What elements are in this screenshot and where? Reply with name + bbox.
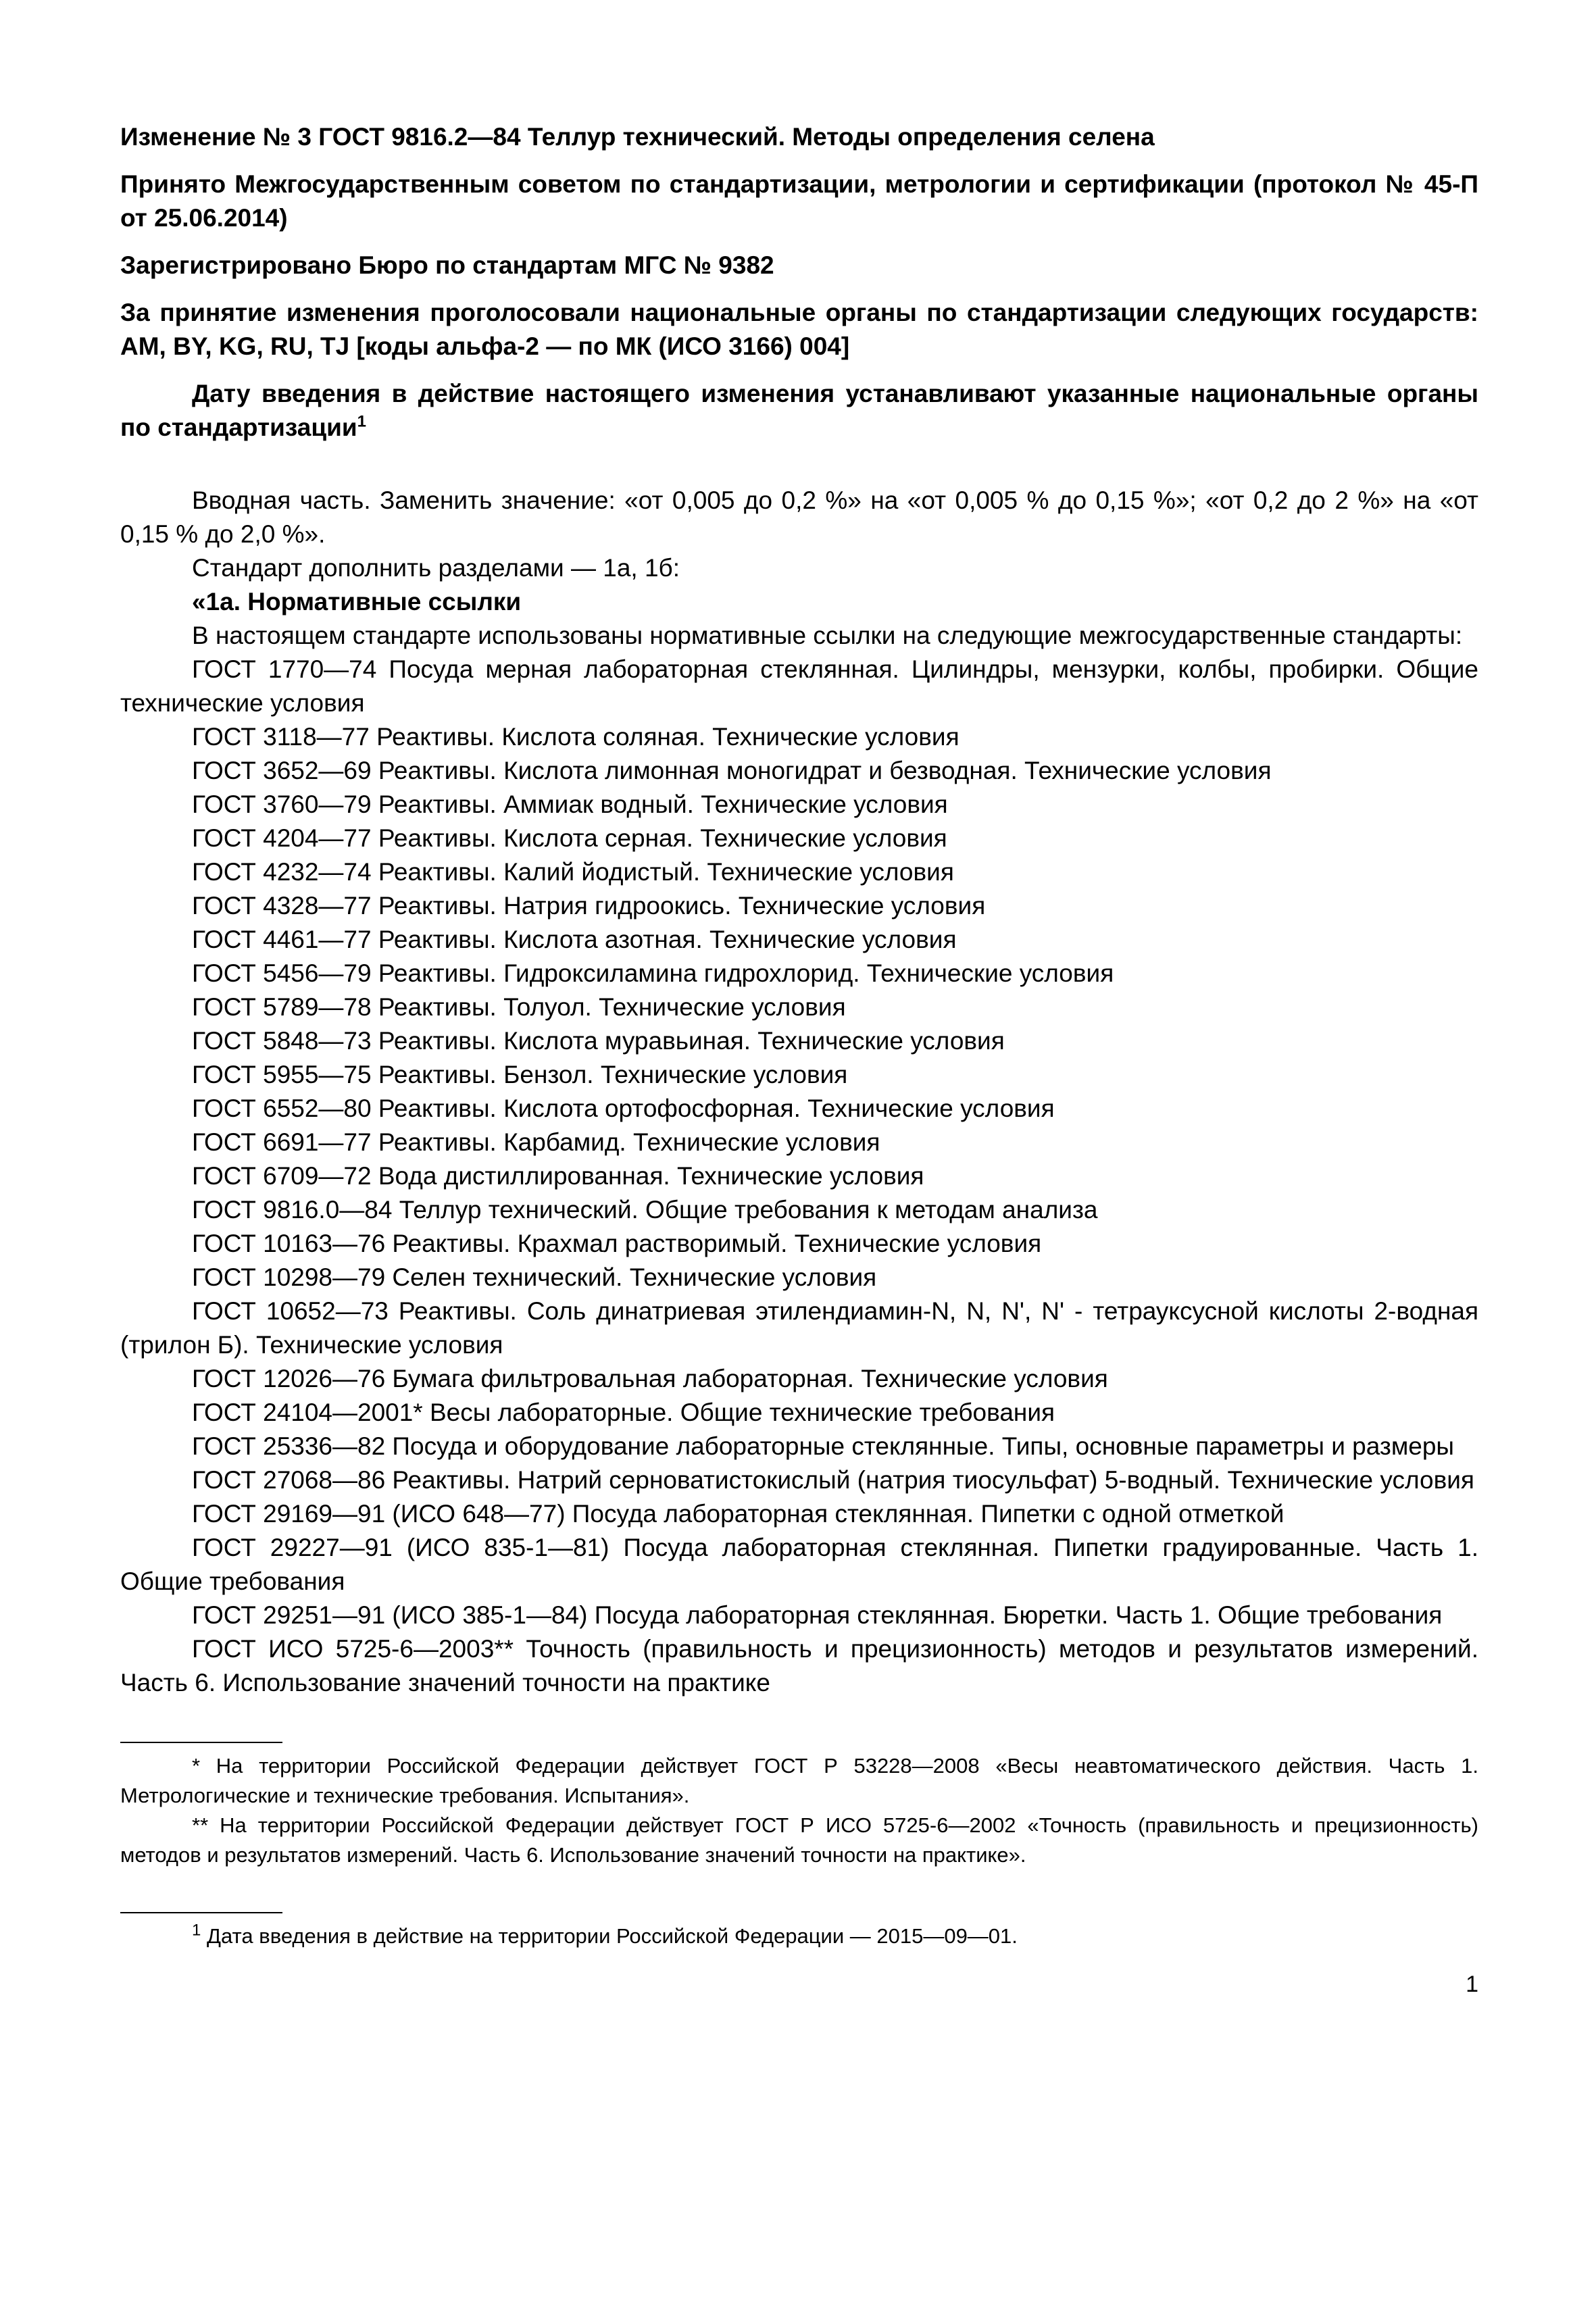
document-page: [120, 120, 1478, 2005]
page-footer: [120, 1951, 1478, 2005]
page-number: 1: [1466, 1971, 1478, 1997]
voting-statement: За принятие изменения проголосовали национальные органы по стандартизации следующих государств: AM, BY, KG, RU, TJ [коды альфа-2 — по МК (ИСО 3166) 004]: [120, 299, 1478, 360]
footnote-star-1: * На территории Российской Федерации действует ГОСТ Р 53228—2008 «Весы неавтоматического действия. Часть 1. Метрологические и технические требования. Испытания».: [120, 1754, 1478, 1807]
reference-item: ГОСТ 6709—72 Вода дистиллированная. Технические условия: [192, 1162, 924, 1190]
reference-list: [120, 653, 1478, 1700]
section-intro: В настоящем стандарте использованы нормативные ссылки на следующие межгосударственные стандарты:: [192, 622, 1463, 649]
footnote-divider: [120, 1742, 282, 1743]
footnote-star-2: ** На территории Российской Федерации действует ГОСТ Р ИСО 5725-6—2002 «Точность (правильность и прецизионность) методов и результатов измерений. Часть 6. Использование значений точности на практике».: [120, 1813, 1478, 1867]
reference-item: ГОСТ 5456—79 Реактивы. Гидроксиламина гидрохлорид. Технические условия: [192, 959, 1114, 987]
footnote-divider-2: [120, 1912, 282, 1913]
reference-item: ГОСТ 3652—69 Реактивы. Кислота лимонная моногидрат и безводная. Технические условия: [192, 757, 1272, 784]
reference-item: ГОСТ 12026—76 Бумага фильтровальная лабораторная. Технические условия: [192, 1365, 1108, 1392]
reference-item: ГОСТ 4461—77 Реактивы. Кислота азотная. Технические условия: [192, 926, 957, 953]
reference-item: ГОСТ ИСО 5725-6—2003** Точность (правильность и прецизионность) методов и результатов измерений. Часть 6. Использование значений точности на практике: [120, 1635, 1478, 1696]
effective-date-statement: [120, 377, 1478, 445]
section-title: «1а. Нормативные ссылки: [192, 588, 522, 615]
reference-item: ГОСТ 5955—75 Реактивы. Бензол. Технические условия: [192, 1061, 848, 1088]
reference-item: ГОСТ 4232—74 Реактивы. Калий йодистый. Технические условия: [192, 858, 954, 886]
footnote-numbered-1: [120, 1921, 1478, 1951]
supplement-paragraph: Стандарт дополнить разделами — 1а, 1б:: [192, 554, 680, 582]
reference-item: ГОСТ 3760—79 Реактивы. Аммиак водный. Технические условия: [192, 790, 948, 818]
reference-item: ГОСТ 27068—86 Реактивы. Натрий серноватистокислый (натрия тиосульфат) 5-водный. Технические условия: [192, 1466, 1474, 1494]
footnote-numbered-text: Дата введения в действие на территории Российской Федерации — 2015—09—01.: [201, 1924, 1018, 1948]
reference-item: ГОСТ 3118—77 Реактивы. Кислота соляная. Технические условия: [192, 723, 959, 751]
document-body: [120, 484, 1478, 1700]
reference-item: ГОСТ 24104—2001* Весы лабораторные. Общие технические требования: [192, 1399, 1055, 1426]
footnote-marker: 1: [357, 412, 366, 431]
reference-item: ГОСТ 29227—91 (ИСО 835-1—81) Посуда лабораторная стеклянная. Пипетки градуированные. Часть 1. Общие требования: [120, 1534, 1478, 1595]
intro-paragraph: Вводная часть. Заменить значение: «от 0,005 до 0,2 %» на «от 0,005 % до 0,15 %»; «от 0,2 до 2 %» на «от 0,15 % до 2,0 %».: [120, 486, 1478, 548]
reference-item: ГОСТ 25336—82 Посуда и оборудование лабораторные стеклянные. Типы, основные параметры и размеры: [192, 1432, 1455, 1460]
reference-item: ГОСТ 4204—77 Реактивы. Кислота серная. Технические условия: [192, 824, 947, 852]
reference-item: ГОСТ 5789—78 Реактивы. Толуол. Технические условия: [192, 993, 846, 1021]
reference-item: ГОСТ 9816.0—84 Теллур технический. Общие требования к методам анализа: [192, 1196, 1098, 1224]
reference-item: ГОСТ 4328—77 Реактивы. Натрия гидроокись. Технические условия: [192, 892, 986, 920]
adoption-statement: Принято Межгосударственным советом по стандартизации, метрологии и сертификации (протокол № 45-П от 25.06.2014): [120, 170, 1478, 232]
footnote-number: 1: [192, 1921, 201, 1940]
reference-item: ГОСТ 29251—91 (ИСО 385-1—84) Посуда лабораторная стеклянная. Бюретки. Часть 1. Общие требования: [192, 1601, 1443, 1629]
reference-item: ГОСТ 6552—80 Реактивы. Кислота ортофосфорная. Технические условия: [192, 1095, 1055, 1122]
reference-item: ГОСТ 5848—73 Реактивы. Кислота муравьиная. Технические условия: [192, 1027, 1005, 1055]
reference-item: ГОСТ 1770—74 Посуда мерная лабораторная стеклянная. Цилиндры, мензурки, колбы, пробирки. Общие технические условия: [120, 655, 1478, 717]
registration-statement: Зарегистрировано Бюро по стандартам МГС № 9382: [120, 251, 774, 279]
reference-item: ГОСТ 29169—91 (ИСО 648—77) Посуда лабораторная стеклянная. Пипетки с одной отметкой: [192, 1500, 1285, 1528]
reference-item: ГОСТ 10298—79 Селен технический. Технические условия: [192, 1263, 877, 1291]
reference-item: ГОСТ 10163—76 Реактивы. Крахмал растворимый. Технические условия: [192, 1230, 1042, 1257]
effective-date-text: Дату введения в действие настоящего изменения устанавливают указанные национальные органы по стандартизации: [120, 380, 1478, 441]
reference-item: ГОСТ 6691—77 Реактивы. Карбамид. Технические условия: [192, 1128, 880, 1156]
document-title: Изменение № 3 ГОСТ 9816.2—84 Теллур технический. Методы определения селена: [120, 123, 1155, 151]
reference-item: ГОСТ 10652—73 Реактивы. Соль динатриевая этилендиамин-N, N, N', N' - тетрауксусной кислоты 2-водная (трилон Б). Технические условия: [120, 1297, 1478, 1359]
